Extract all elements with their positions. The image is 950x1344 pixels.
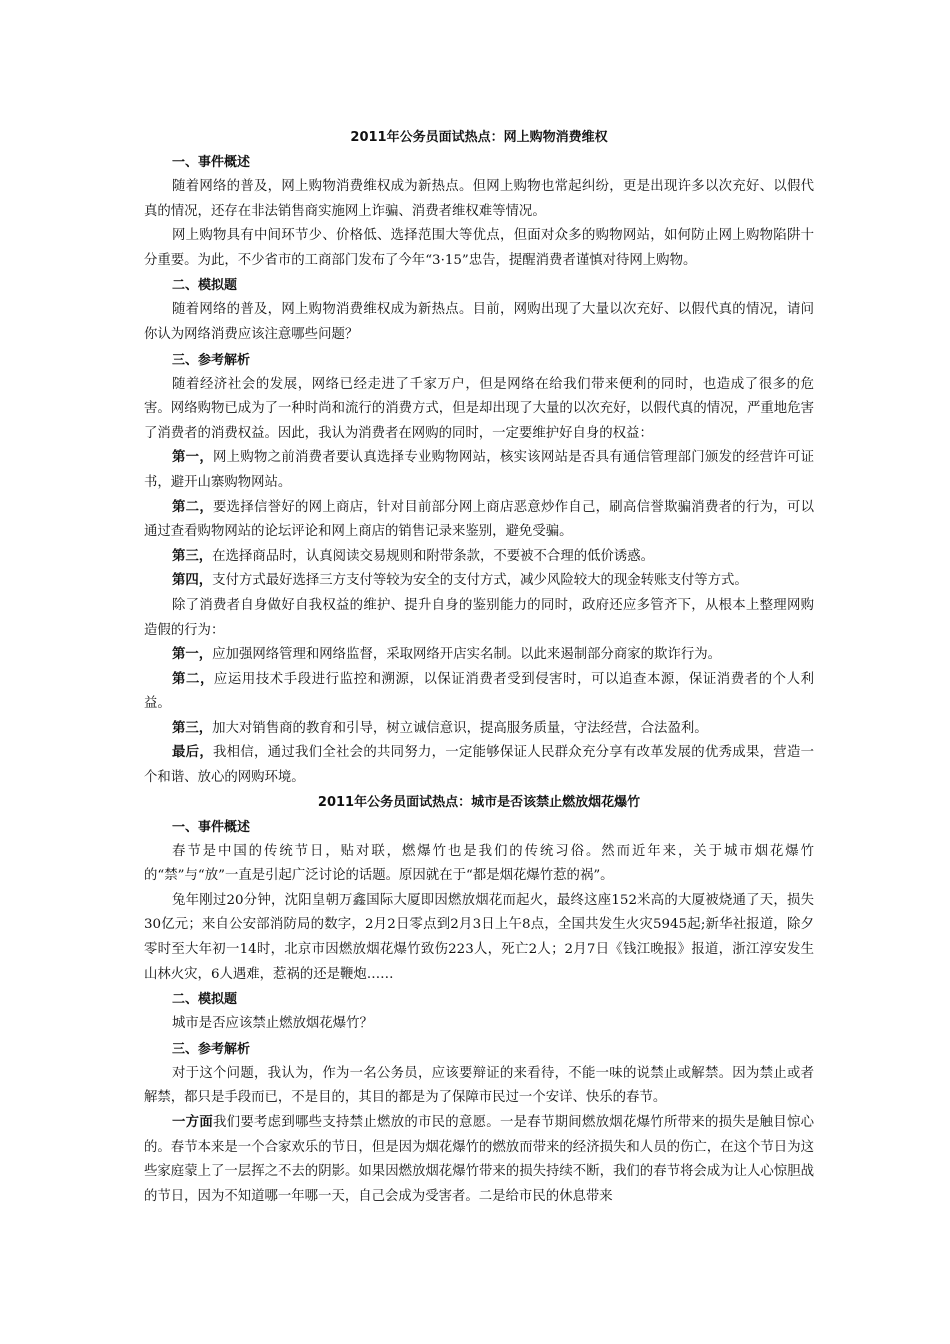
paragraph: 随着网络的普及，网上购物消费维权成为新热点。但网上购物也常起纠纷，更是出现许多以次充好、以假代真的情况，还存在非法销售商实施网上诈骗、消费者维权难等情况。 xyxy=(144,179,814,219)
paragraph xyxy=(144,496,814,545)
paragraph-text: 应加强网络管理和网络监督，采取网络开店实名制。以此来遏制部分商家的欺诈行为。 xyxy=(212,647,722,663)
article-title: 2011年公务员面试热点：网上购物消费维权 xyxy=(350,130,608,145)
paragraph-text: 支付方式最好选择三方支付等较为安全的支付方式，减少风险较大的现金转账支付等方式。 xyxy=(212,573,748,589)
section-heading: 一、事件概述 xyxy=(172,819,251,835)
paragraph xyxy=(144,545,814,570)
article-title: 2011年公务员面试热点：城市是否该禁止燃放烟花爆竹 xyxy=(317,794,641,810)
paragraph xyxy=(144,569,814,594)
section-heading: 三、参考解析 xyxy=(172,1041,251,1057)
paragraph: 随着网络的普及，网上购物消费维权成为新热点。目前，网购出现了大量以次充好、以假代真的情况，请问你认为网络消费应该注意哪些问题？ xyxy=(144,302,814,342)
paragraph-lead: 第四， xyxy=(172,573,213,589)
paragraph: 城市是否应该禁止燃放烟花爆竹？ xyxy=(172,1016,373,1032)
paragraph xyxy=(144,1111,814,1209)
paragraph-lead: 第二， xyxy=(172,671,214,687)
paragraph xyxy=(144,717,814,742)
paragraph-lead: 第三， xyxy=(172,548,213,564)
paragraph: 网上购物具有中间环节少、价格低、选择范围大等优点，但面对众多的购物网站，如何防止网上购物陷阱十分重要。为此，不少省市的工商部门发布了今年“3·15”忠告，提醒消费者谨慎对待网上购物。 xyxy=(144,228,814,268)
paragraph-text: 加大对销售商的教育和引导，树立诚信意识，提高服务质量，守法经营，合法盈利。 xyxy=(212,720,708,736)
section-heading: 二、模拟题 xyxy=(172,278,238,294)
paragraph: 春节是中国的传统节日，贴对联，燃爆竹也是我们的传统习俗。然而近年来，关于城市烟花爆竹的“禁”与“放”一直是引起广泛讨论的话题。原因就在于“都是烟花爆竹惹的祸”。 xyxy=(144,843,814,884)
paragraph-lead: 第二， xyxy=(172,499,213,515)
document-page xyxy=(144,126,814,1209)
paragraph-lead: 第一， xyxy=(172,450,213,466)
section-heading: 二、模拟题 xyxy=(172,992,238,1008)
paragraph-text: 我们要考虑到哪些支持禁止燃放的市民的意愿。一是春节期间燃放烟花爆竹所带来的损失是触目惊心的。春节本来是一个合家欢乐的节日，但是因为烟花爆竹的燃放而带来的经济损失和人员的伤亡，在这个节日为这些家庭蒙上了一层挥之不去的阴影。如果因燃放烟花爆竹带来的损失持续不断，我们的春节将会成为让人心惊胆战的节日，因为不知道哪一年哪一天，自己会成为受害者。二是给市民的休息带来 xyxy=(144,1115,815,1204)
section-heading: 一、事件概述 xyxy=(172,155,251,170)
paragraph: 对于这个问题，我认为，作为一名公务员，应该要辩证的来看待，不能一味的说禁止或解禁。因为禁止或者解禁，都只是手段而已，不是目的，其目的都是为了保障市民过一个安详、快乐的春节。 xyxy=(144,1065,814,1106)
paragraph: 除了消费者自身做好自我权益的维护、提升自身的鉴别能力的同时，政府还应多管齐下，从根本上整理网购造假的行为： xyxy=(144,597,814,638)
paragraph: 兔年刚过20分钟，沈阳皇朝万鑫国际大厦即因燃放烟花而起火，最终这座152米高的大厦被烧通了天，损失30亿元；来自公安部消防局的数字，2月2日零点到2月3日上午8点，全国共发生火灾5945起;新华社报道，除夕零时至大年初一14时，北京市因燃放烟花爆竹致伤223人，死亡2人；2月7日《钱江晚报》报道，浙江淳安发生山林火灾，6人遇难，惹祸的还是鞭炮…… xyxy=(144,892,814,982)
paragraph-text: 网上购物之前消费者要认真选择专业购物网站，核实该网站是否具有通信管理部门颁发的经营许可证书，避开山寨购物网站。 xyxy=(144,450,815,490)
paragraph-lead: 第三， xyxy=(172,720,213,736)
paragraph-lead: 最后， xyxy=(172,745,213,761)
paragraph xyxy=(144,446,814,495)
paragraph-text: 应运用技术手段进行监控和溯源，以保证消费者受到侵害时，可以追查本源，保证消费者的个人利益。 xyxy=(144,671,815,712)
paragraph-text: 要选择信誉好的网上商店，针对目前部分网上商店恶意炒作自己，刷高信誉欺骗消费者的行为，可以通过查看购物网站的论坛评论和网上商店的销售记录来鉴别，避免受骗。 xyxy=(144,499,815,540)
paragraph xyxy=(144,643,814,668)
paragraph xyxy=(144,668,814,717)
paragraph-lead: 第一， xyxy=(172,647,213,663)
paragraph-text: 我相信，通过我们全社会的共同努力，一定能够保证人民群众充分享有改革发展的优秀成果，营造一个和谐、放心的网购环境。 xyxy=(144,745,815,786)
paragraph: 随着经济社会的发展，网络已经走进了千家万户，但是网络在给我们带来便利的同时，也造成了很多的危害。网络购物已成为了一种时尚和流行的消费方式，但是却出现了大量的以次充好，以假代真的情况，严重地危害了消费者的消费权益。因此，我认为消费者在网购的同时，一定要维护好自身的权益： xyxy=(144,376,814,441)
paragraph-lead: 一方面 xyxy=(172,1115,213,1130)
paragraph-text: 在选择商品时，认真阅读交易规则和附带条款，不要被不合理的低价诱惑。 xyxy=(212,548,655,564)
paragraph xyxy=(144,741,814,790)
section-heading: 三、参考解析 xyxy=(172,352,251,368)
